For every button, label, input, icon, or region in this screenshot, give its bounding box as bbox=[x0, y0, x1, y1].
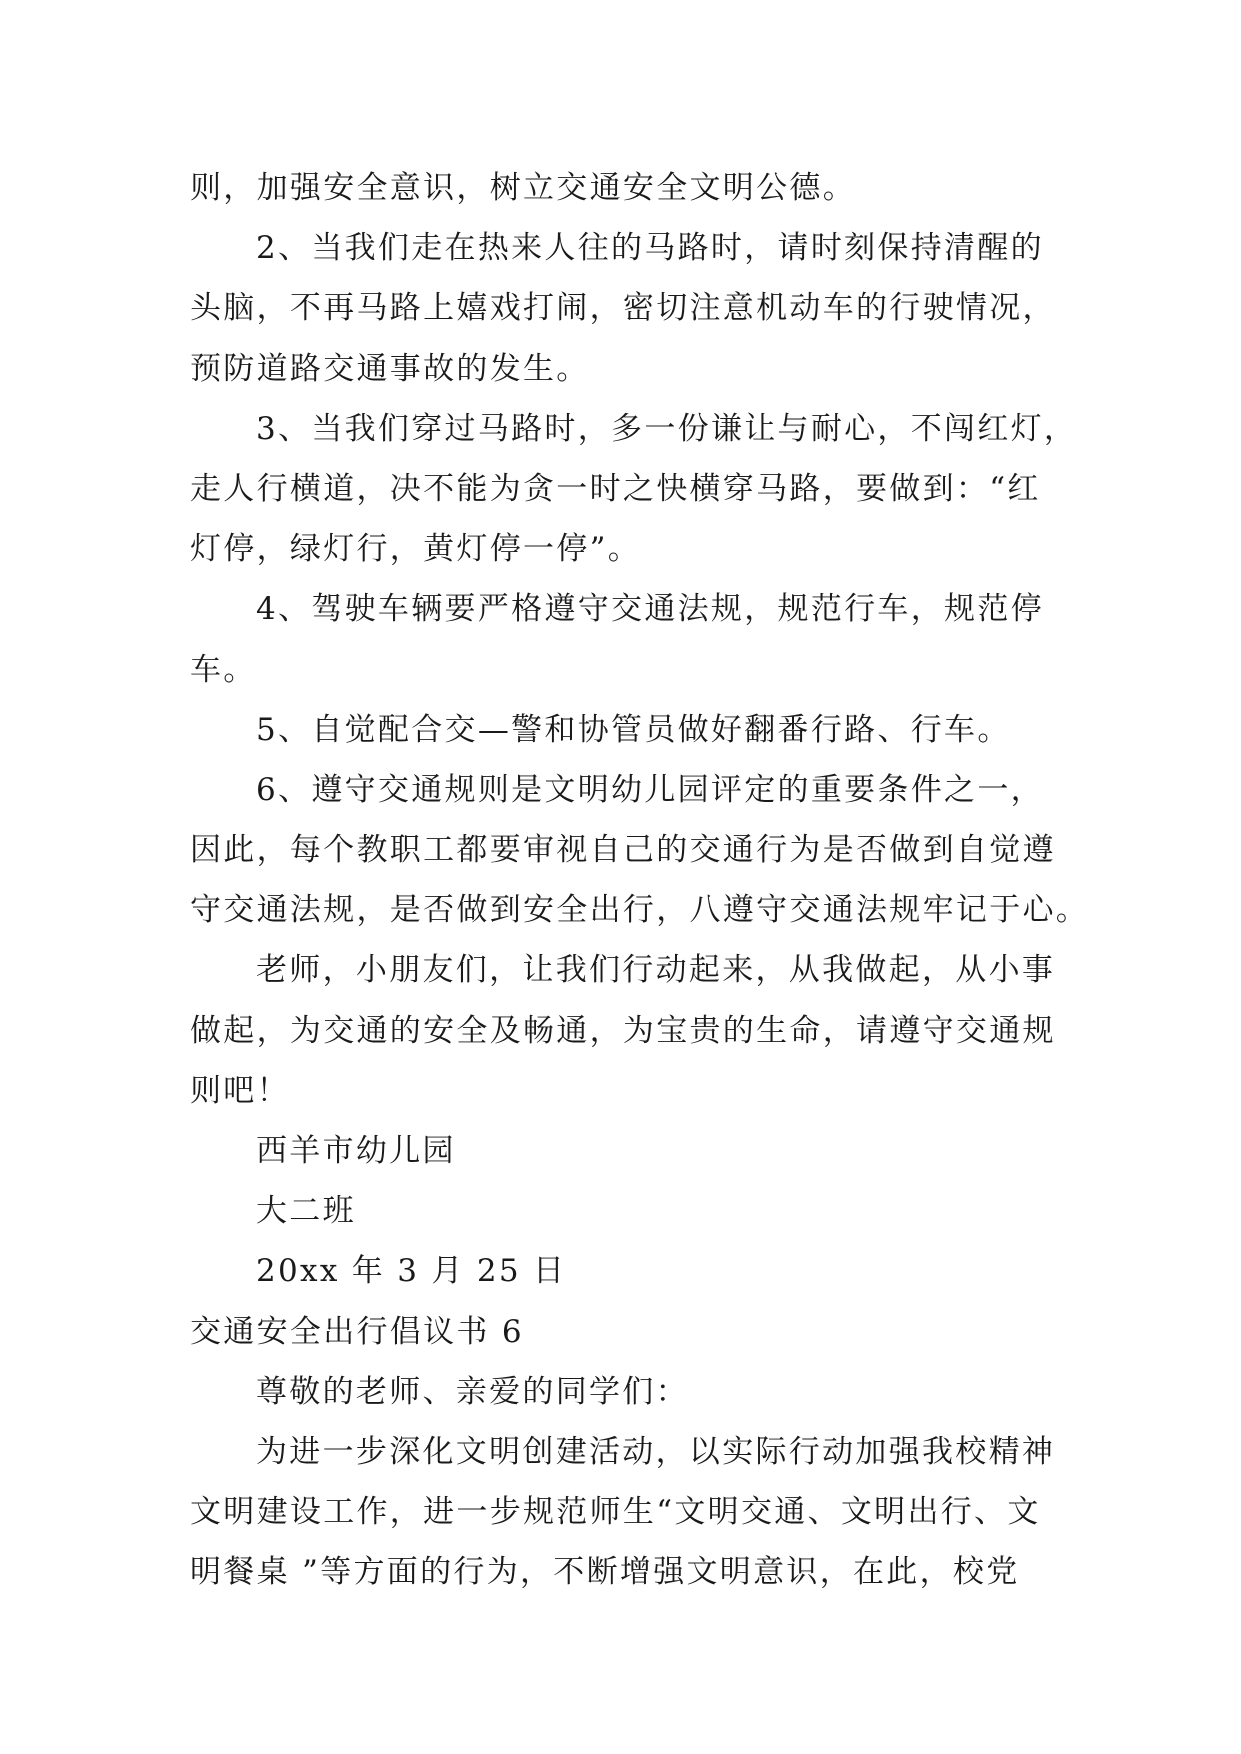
text-line: 预防道路交通事故的发生。 bbox=[190, 350, 590, 387]
text-line: 则吧！ bbox=[190, 1072, 290, 1109]
text-line: 头脑，不再马路上嬉戏打闹，密切注意机动车的行驶情况， bbox=[190, 290, 1056, 327]
text-line: 灯停，绿灯行，黄灯停一停”。 bbox=[190, 531, 642, 568]
text-line: 为进一步深化文明创建活动，以实际行动加强我校精神 bbox=[256, 1433, 1056, 1470]
text-line: 6、遵守交通规则是文明幼儿园评定的重要条件之一， bbox=[256, 771, 1044, 808]
text-line: 因此，每个教职工都要审视自己的交通行为是否做到自觉遵 bbox=[190, 832, 1056, 869]
text-line: 3、当我们穿过马路时，多一份谦让与耐心，不闯红灯， bbox=[256, 410, 1078, 447]
text-line: 老师，小朋友们，让我们行动起来，从我做起，从小事 bbox=[256, 952, 1056, 989]
text-line: 走人行横道，决不能为贪一时之快横穿马路，要做到：“红 bbox=[190, 470, 1041, 507]
signature-class: 大二班 bbox=[256, 1193, 356, 1230]
signature-date: 20xx 年 3 月 25 日 bbox=[256, 1253, 567, 1290]
salutation: 尊敬的老师、亲爱的同学们： bbox=[256, 1373, 689, 1410]
text-line: 2、当我们走在热来人往的马路时，请时刻保持清醒的 bbox=[256, 230, 1044, 267]
document-body bbox=[190, 158, 1090, 1603]
section-title: 交通安全出行倡议书 6 bbox=[190, 1313, 524, 1350]
text-line: 文明建设工作，进一步规范师生“文明交通、文明出行、文 bbox=[190, 1494, 1041, 1531]
text-line: 做起，为交通的安全及畅通，为宝贵的生命，请遵守交通规 bbox=[190, 1012, 1056, 1049]
text-line: 则，加强安全意识，树立交通安全文明公德。 bbox=[190, 170, 856, 206]
text-line: 明餐桌 ”等方面的行为，不断增强文明意识，在此，校党 bbox=[190, 1554, 1020, 1591]
text-line: 4、驾驶车辆要严格遵守交通法规，规范行车，规范停 bbox=[256, 591, 1044, 628]
text-line: 5、自觉配合交—警和协管员做好翻番行路、行车。 bbox=[256, 711, 1011, 748]
signature-organization: 西羊市幼儿园 bbox=[256, 1133, 456, 1169]
text-line: 车。 bbox=[190, 651, 257, 688]
text-line: 守交通法规，是否做到安全出行，八遵守交通法规牢记于心。 bbox=[190, 892, 1090, 929]
